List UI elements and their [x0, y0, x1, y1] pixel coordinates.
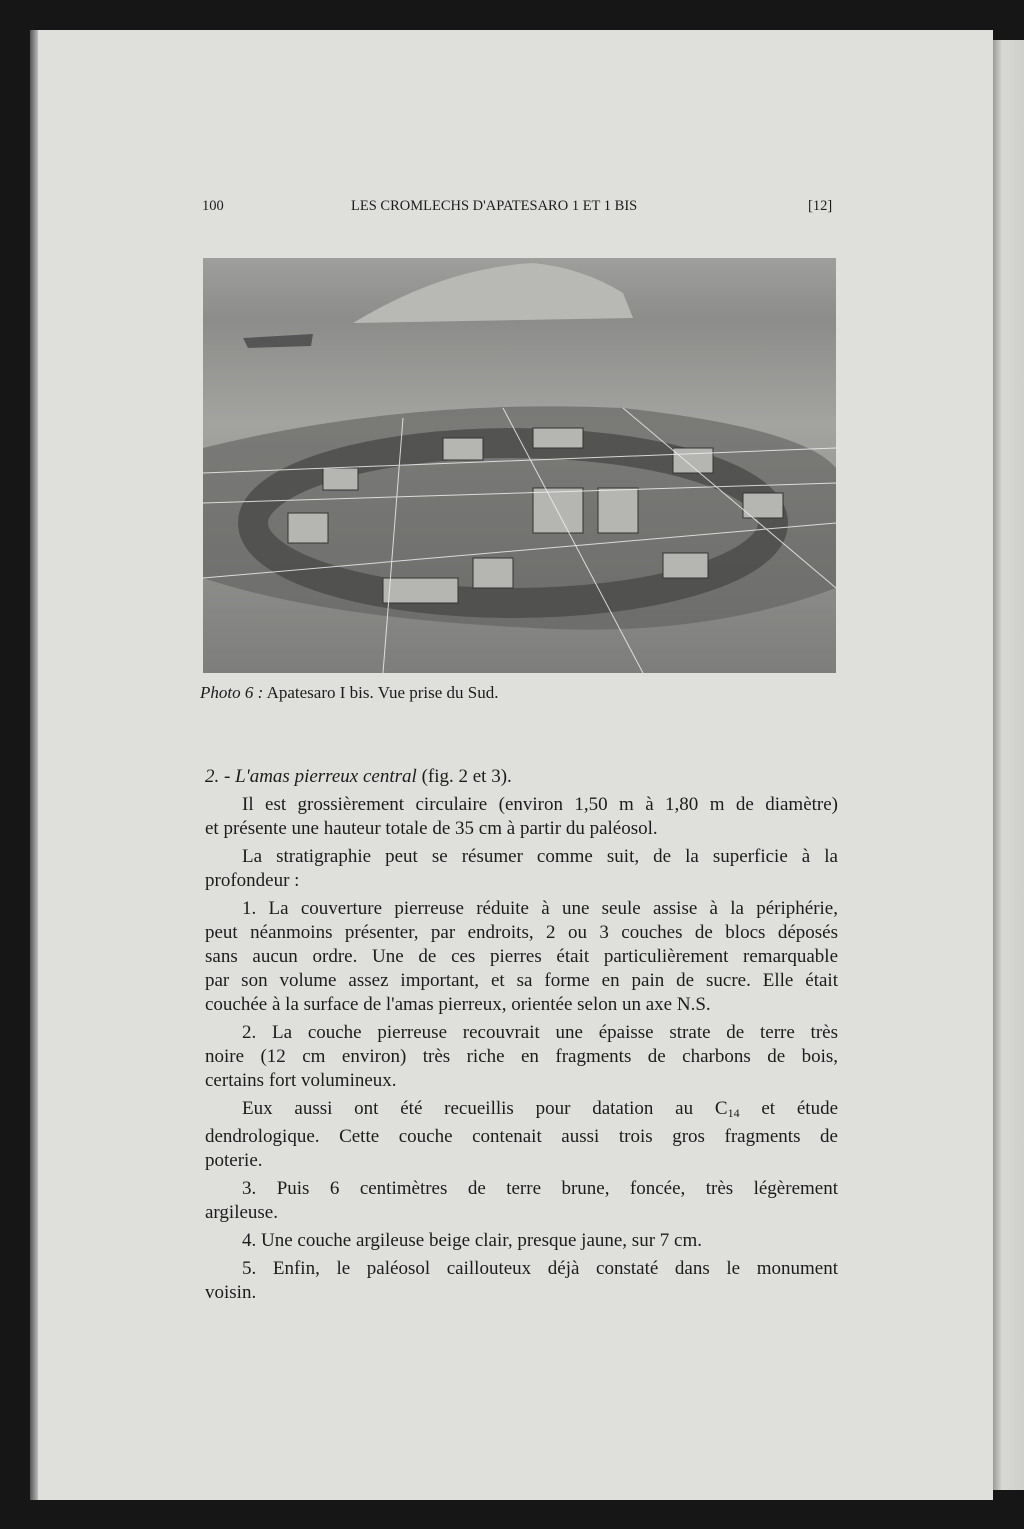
text-line: Il est grossièrement circulaire (environ 1,50 m à 1,80 m de diamètre)	[242, 794, 838, 815]
text-line: couchée à la surface de l'amas pierreux, orientée selon un axe N.S.	[205, 994, 711, 1015]
photo-caption	[200, 683, 499, 703]
text-line: voisin.	[205, 1282, 257, 1303]
text-line: peut néanmoins présenter, par endroits, 2 ou 3 couches de blocs déposés	[205, 922, 838, 943]
paragraph	[205, 1097, 838, 1173]
paragraph	[205, 1229, 838, 1253]
caption-label: Photo 6 :	[200, 683, 264, 702]
section-heading	[205, 765, 838, 789]
text-line: certains fort volumineux.	[205, 1070, 397, 1091]
heading-ref: (fig. 2 et 3).	[421, 766, 512, 787]
body-text	[205, 765, 838, 1309]
paragraph	[205, 845, 838, 893]
paragraph	[205, 1257, 838, 1305]
paragraph	[205, 1021, 838, 1093]
text-line: Eux aussi ont été recueillis pour datation au $C_{14}$ et étude	[242, 1098, 839, 1120]
text-line: 3. Puis 6 centimètres de terre brune, foncée, très légèrement	[242, 1178, 838, 1199]
previous-page-edge	[30, 30, 38, 1500]
text-line: 1. La couverture pierreuse réduite à une seule assise à la périphérie,	[242, 898, 838, 919]
text-line: poterie.	[205, 1150, 263, 1171]
text-line: dendrologique. Cette couche contenait aussi trois gros fragments de	[205, 1126, 838, 1147]
text-line: profondeur :	[205, 870, 300, 891]
text-line: 2. La couche pierreuse recouvrait une épaisse strate de terre très	[242, 1022, 838, 1043]
text-line: et présente une hauteur totale de 35 cm à partir du paléosol.	[205, 818, 658, 839]
text-line: La stratigraphie peut se résumer comme suit, de la superficie à la	[242, 846, 838, 867]
page-number: 100	[202, 198, 224, 214]
heading-number: 2. -	[205, 766, 231, 787]
text-line: argileuse.	[205, 1202, 278, 1223]
text-line: par son volume assez important, et sa forme en pain de sucre. Elle était	[205, 970, 838, 991]
text-line: 4. Une couche argileuse beige clair, presque jaune, sur 7 cm.	[242, 1230, 702, 1251]
text-line: sans aucun ordre. Une de ces pierres était particulièrement remarquable	[205, 946, 838, 967]
heading-title: L'amas pierreux central	[235, 766, 417, 787]
section-number: [12]	[808, 198, 833, 214]
paragraph	[205, 793, 838, 841]
excavation-photo	[203, 258, 836, 673]
caption-text: Apatesaro I bis. Vue prise du Sud.	[266, 683, 499, 702]
paragraph	[205, 897, 838, 1017]
running-title: LES CROMLECHS D'APATESARO 1 ET 1 BIS	[351, 198, 638, 214]
paragraph	[205, 1177, 838, 1225]
next-page-edge	[993, 40, 1024, 1490]
text-line: noire (12 cm environ) très riche en fragments de charbons de bois,	[205, 1046, 838, 1067]
text-line: 5. Enfin, le paléosol caillouteux déjà constaté dans le monument	[242, 1258, 838, 1279]
